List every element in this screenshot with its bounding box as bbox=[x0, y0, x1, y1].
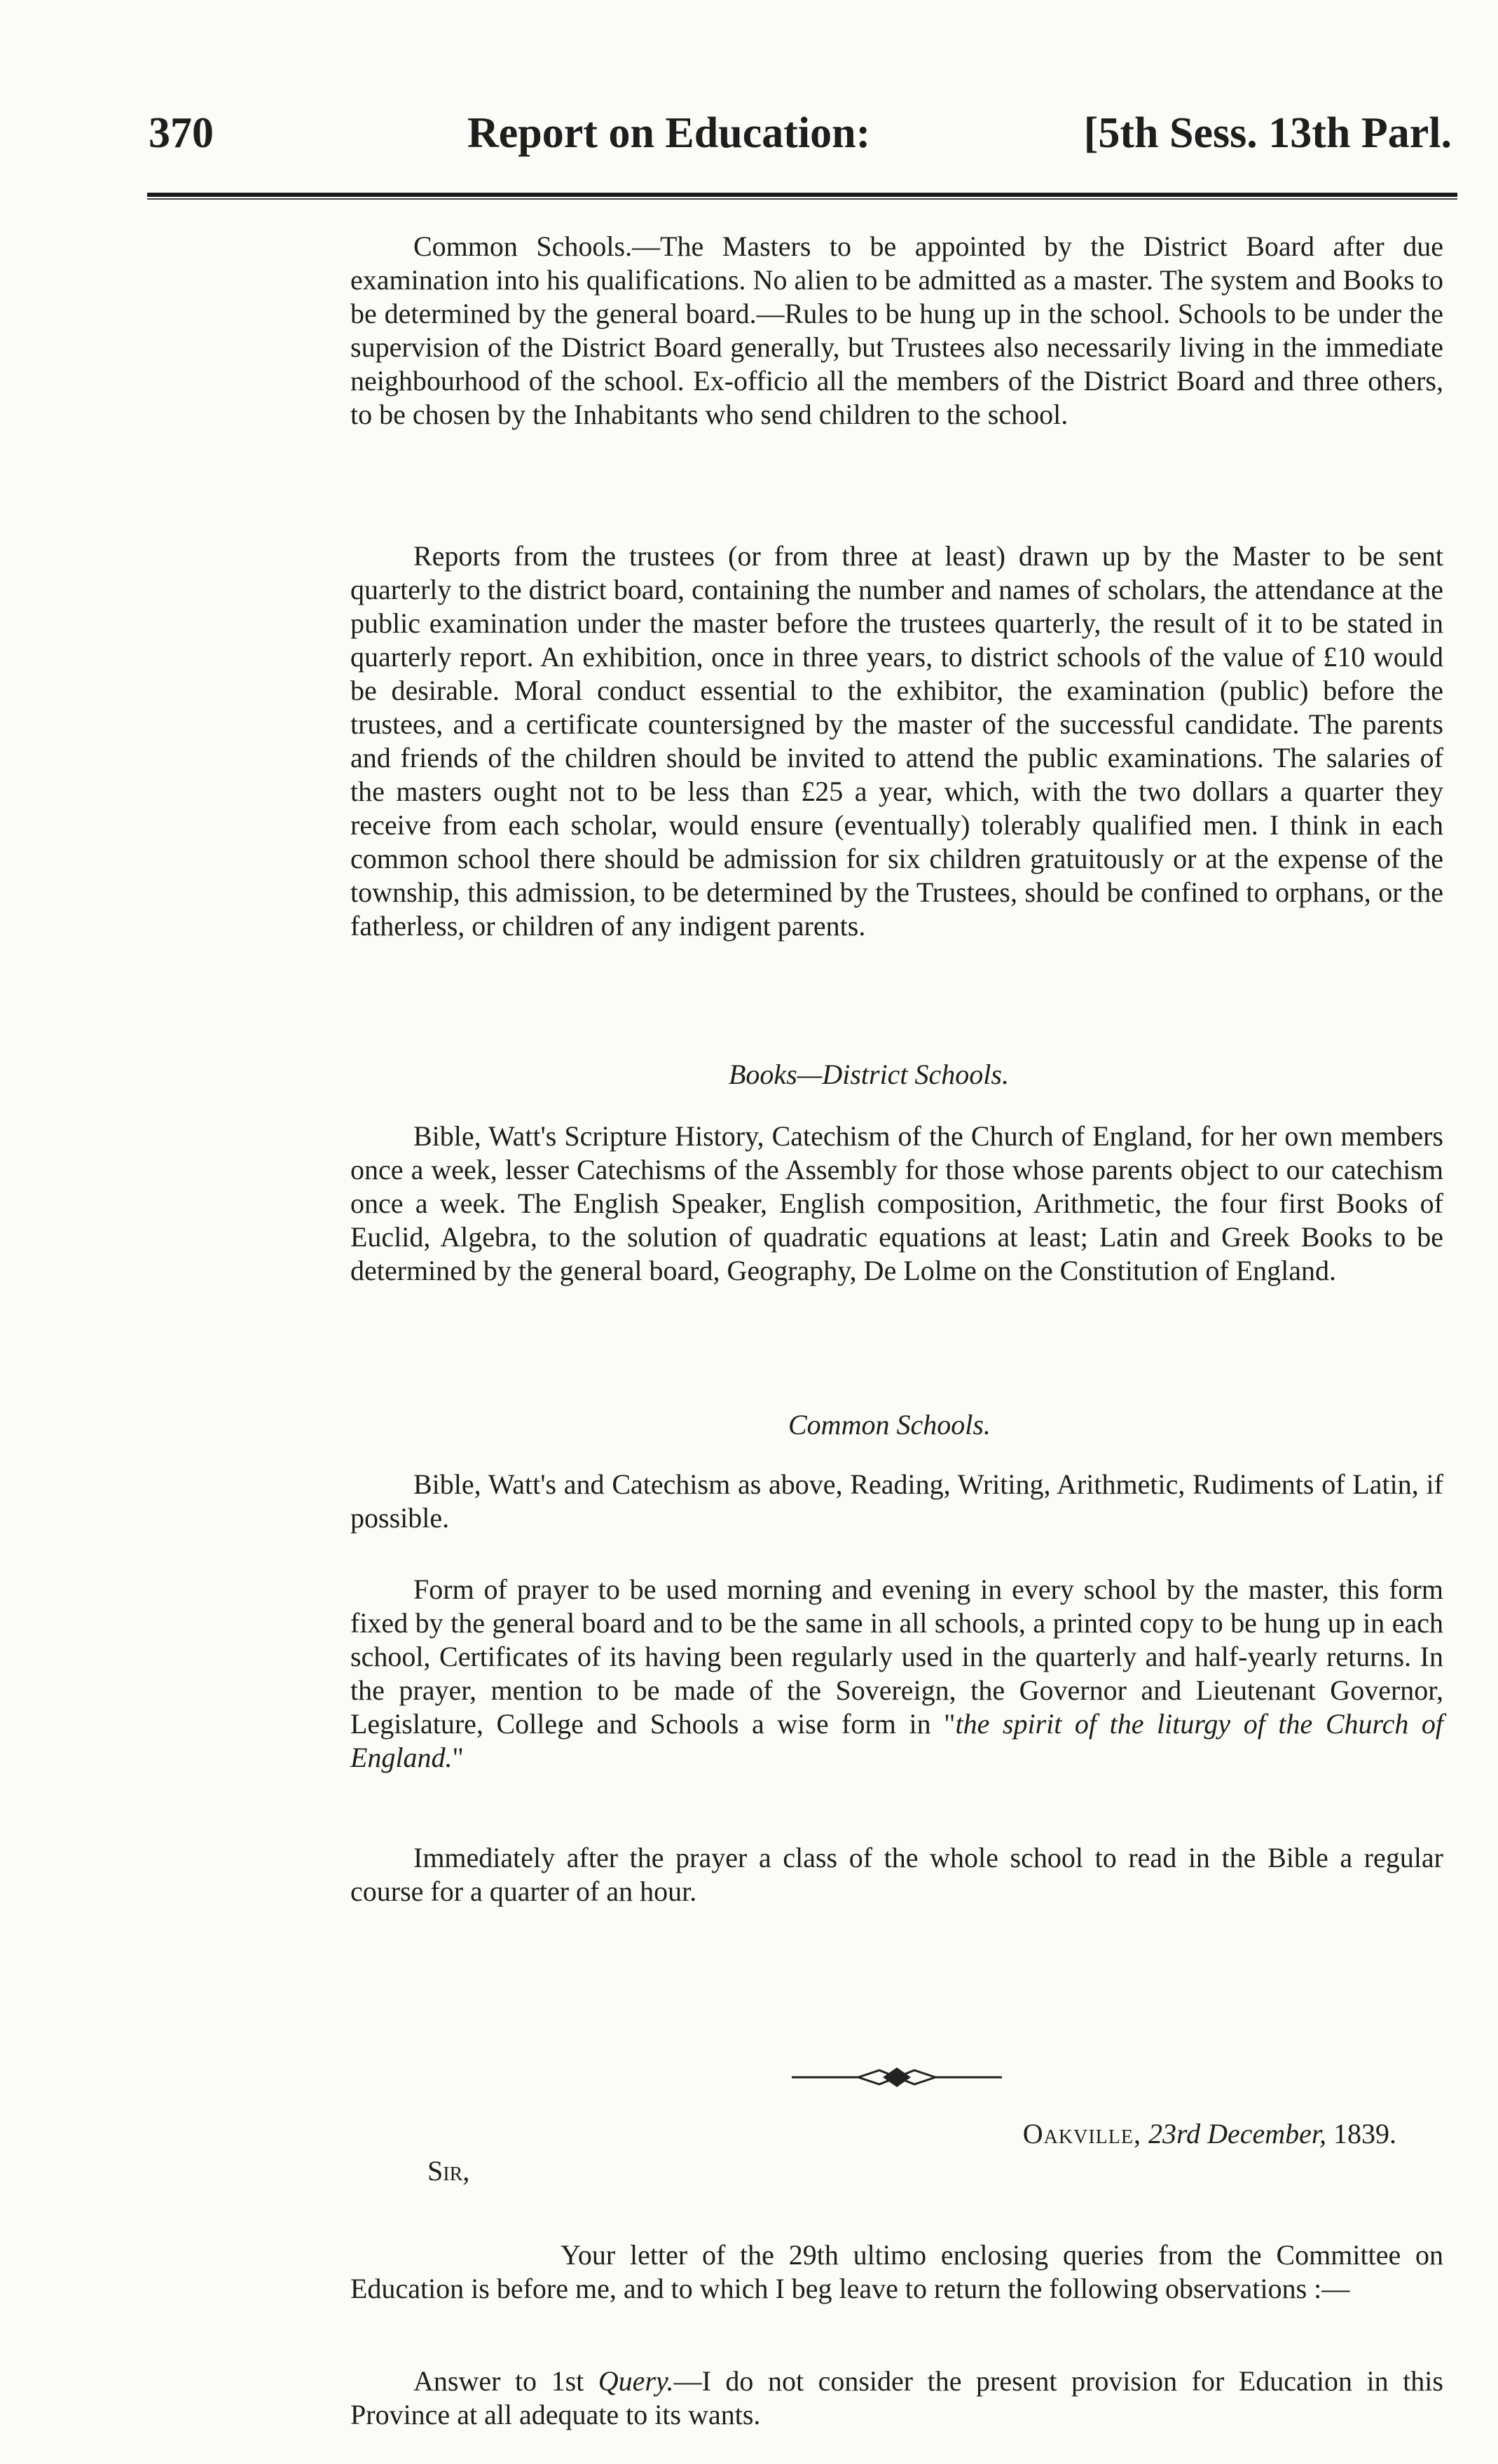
prayer-text: Form of prayer to be used morning and evening in every school by the master, this form fixed by the general board and to be the same in all schools, a printed copy to be hung up in each school, Certificates of its having been regularly used in the quarterly and half-yearly returns. In the prayer, mention to be made of the Sovereign, the Governor and Lieutenant Governor, Legislature, College and Schools a wise form in " bbox=[350, 1574, 1443, 1740]
session-label: [5th Sess. 13th Parl. bbox=[1083, 109, 1452, 157]
paragraph-text: Bible, Watt's Scripture History, Catechism of the Church of England, for her own members once a week, lesser Catechisms of the Assembly for those whose parents object to our catechism once a week. The English Speaker, English composition, Arithmetic, the four first Books of Euclid, Algebra, to the solution of quadratic equations at least; Latin and Greek Books to be determined by the general board, Geography, De Lolme on the Constitution of England. bbox=[350, 1120, 1443, 1286]
letter-date bbox=[1023, 2117, 1396, 2151]
page-number: 370 bbox=[149, 109, 214, 157]
query-label: Query. bbox=[598, 2365, 674, 2397]
paragraph-text: Common Schools.—The Masters to be appointed by the District Board after due examination into his qualifications. No alien to be admitted as a master. The system and Books to be determined by the general board.—Rules to be hung up in the school. Schools to be under the supervision of the District Board generally, but Trustees also necessarily living in the immediate neighbourhood of the school. Ex-officio all the members of the District Board and three others, to be chosen by the Inhabitants who send children to the school. bbox=[350, 230, 1443, 430]
paragraph-text bbox=[350, 1573, 1443, 1775]
paragraph-immediately bbox=[350, 1841, 1443, 1908]
paragraph-text bbox=[350, 2365, 1443, 2432]
running-header bbox=[149, 105, 1452, 161]
paragraph-text: Bible, Watt's and Catechism as above, Reading, Writing, Arithmetic, Rudiments of Latin, if possible. bbox=[350, 1468, 1443, 1534]
header-rule bbox=[147, 193, 1457, 200]
date-year: 1839. bbox=[1333, 2118, 1396, 2149]
date-place: Oakville, bbox=[1022, 2118, 1141, 2149]
paragraph-text: Your letter of the 29th ultimo enclosing queries from the Committee on Education is before me, and to which I beg leave to return the following observations :— bbox=[350, 2239, 1443, 2304]
prayer-quote-end: " bbox=[452, 1742, 464, 1773]
paragraph-letter bbox=[350, 2238, 1443, 2306]
date-month-day: 23rd December, bbox=[1148, 2118, 1326, 2149]
answer-text: —I do not consider the present provision for Education in this Province at all adequate to its wants. bbox=[350, 2365, 1443, 2430]
answer-label: Answer to 1st bbox=[413, 2365, 598, 2397]
heading-books-district-schools: Books—District Schools. bbox=[729, 1059, 1009, 1090]
ornament-divider bbox=[792, 2063, 1002, 2091]
paragraph-reports bbox=[350, 539, 1443, 943]
paragraph-text: Reports from the trustees (or from three at least) drawn up by the Master to be sent quarterly to the district board, containing the number and names of scholars, the attendance at the public examination under the master before the trustees quarterly, the result of it to be stated in quarterly report. An exhibition, once in three years, to district schools of the value of £10 would be desirable. Moral conduct essential to the exhibitor, the examination (public) before the trustees, and a certificate countersigned by the master of the successful candidate. The parents and friends of the children should be invited to attend the public examinations. The salaries of the masters ought not to be less than £25 a year, which, with the two dollars a quarter they receive from each scholar, would ensure (eventually) tolerably qualified men. I think in each common school there should be admission for six children gratuitously or at the expense of the township, this admission, to be determined by the Trustees, should be confined to orphans, or the fatherless, or children of any indigent parents. bbox=[350, 540, 1443, 942]
heading-common-schools: Common Schools. bbox=[788, 1409, 991, 1440]
prayer-quote: the spirit of the liturgy of the Church of England. bbox=[350, 1708, 1443, 1773]
paragraph-text: Immediately after the prayer a class of the whole school to read in the Bible a regular course for a quarter of an hour. bbox=[350, 1842, 1443, 1907]
page-title: Report on Education: bbox=[467, 109, 871, 157]
paragraph-prayer bbox=[350, 1573, 1443, 1775]
paragraph-books bbox=[350, 1120, 1443, 1288]
paragraph-common-schools bbox=[350, 230, 1443, 432]
salutation: Sir, bbox=[427, 2155, 470, 2187]
paragraph-answer-1 bbox=[350, 2365, 1443, 2432]
paragraph-common-books bbox=[350, 1468, 1443, 1535]
